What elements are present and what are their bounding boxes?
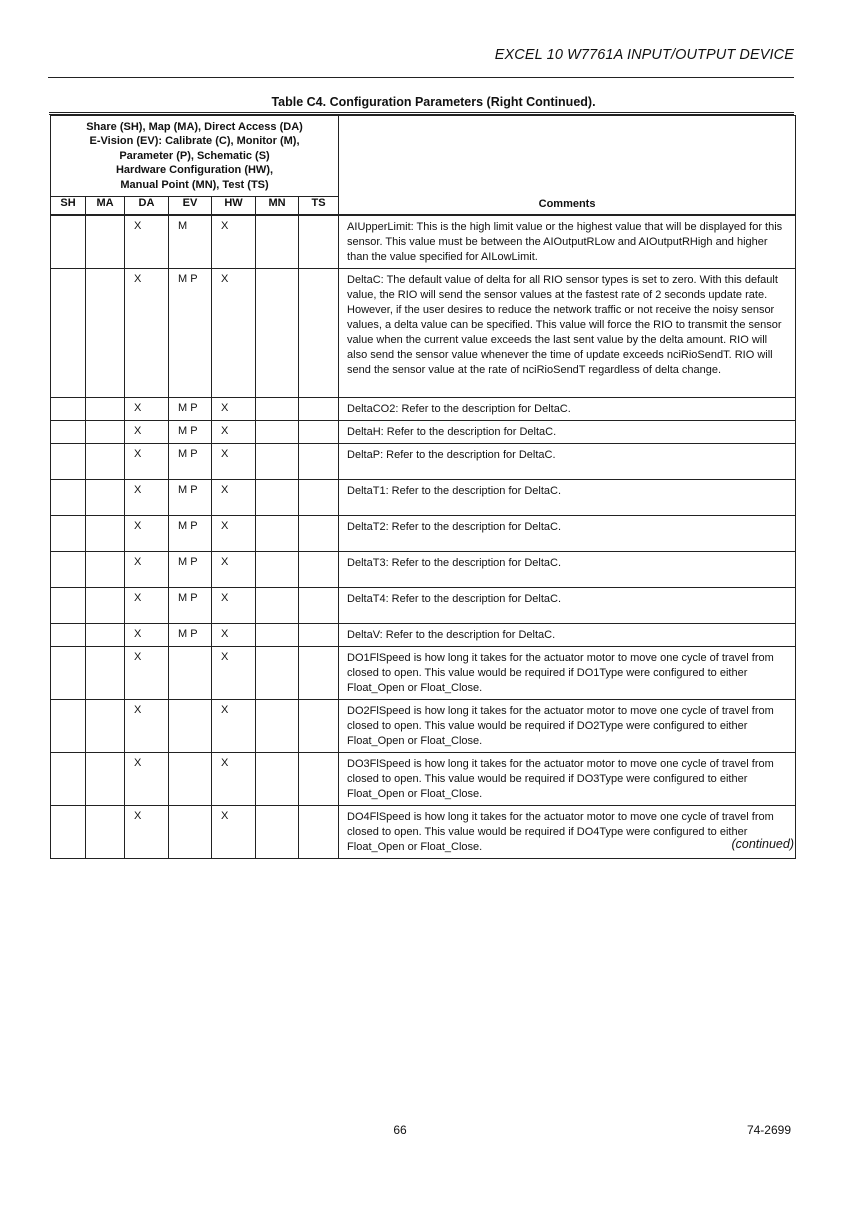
cell-ma bbox=[86, 588, 125, 624]
cell-sh bbox=[51, 516, 86, 552]
cell-hw: X bbox=[212, 516, 256, 552]
cell-ts bbox=[299, 624, 339, 647]
cell-da: X bbox=[125, 215, 169, 269]
cell-da: X bbox=[125, 480, 169, 516]
document-header-title: EXCEL 10 W7761A INPUT/OUTPUT DEVICE bbox=[494, 47, 794, 63]
cell-hw: X bbox=[212, 552, 256, 588]
cell-ev: M P bbox=[169, 624, 212, 647]
cell-hw: X bbox=[212, 647, 256, 700]
cell-comment: DeltaH: Refer to the description for DeltaC. bbox=[339, 421, 796, 444]
cell-sh bbox=[51, 480, 86, 516]
cell-ts bbox=[299, 700, 339, 753]
column-header-ev: EV bbox=[169, 197, 212, 216]
cell-ts bbox=[299, 516, 339, 552]
cell-sh bbox=[51, 624, 86, 647]
cell-hw: X bbox=[212, 421, 256, 444]
cell-hw: X bbox=[212, 806, 256, 859]
cell-mn bbox=[256, 552, 299, 588]
cell-ev bbox=[169, 647, 212, 700]
cell-ev bbox=[169, 753, 212, 806]
title-rule-upper bbox=[49, 112, 794, 113]
cell-sh bbox=[51, 647, 86, 700]
cell-comment: DO3FlSpeed is how long it takes for the actuator motor to move one cycle of travel from closed to open. This value would be required if DO3Type were configured to either Float_Open or Float_Close. bbox=[339, 753, 796, 806]
cell-hw: X bbox=[212, 700, 256, 753]
cell-sh bbox=[51, 444, 86, 480]
legend-line: Hardware Configuration (HW), bbox=[115, 164, 274, 177]
cell-mn bbox=[256, 480, 299, 516]
cell-da: X bbox=[125, 624, 169, 647]
cell-ma bbox=[86, 269, 125, 398]
cell-sh bbox=[51, 700, 86, 753]
column-header-mn: MN bbox=[256, 197, 299, 216]
cell-sh bbox=[51, 806, 86, 859]
cell-mn bbox=[256, 398, 299, 421]
cell-ev: M bbox=[169, 215, 212, 269]
cell-ma bbox=[86, 516, 125, 552]
table-row bbox=[51, 552, 796, 588]
cell-hw: X bbox=[212, 480, 256, 516]
cell-ma bbox=[86, 480, 125, 516]
table-body bbox=[51, 215, 796, 859]
cell-da: X bbox=[125, 444, 169, 480]
cell-sh bbox=[51, 269, 86, 398]
cell-ev bbox=[169, 806, 212, 859]
cell-ev: M P bbox=[169, 444, 212, 480]
table-row bbox=[51, 444, 796, 480]
cell-comment: AIUpperLimit: This is the high limit value or the highest value that will be displayed for this sensor. This value must be between the AIOutputRLow and AIOutputRHigh and higher than the value specified for AILowLimit. bbox=[339, 215, 796, 269]
cell-mn bbox=[256, 647, 299, 700]
cell-ma bbox=[86, 552, 125, 588]
cell-ma bbox=[86, 421, 125, 444]
cell-ma bbox=[86, 700, 125, 753]
legend-line: Parameter (P), Schematic (S) bbox=[119, 149, 270, 162]
cell-ts bbox=[299, 647, 339, 700]
cell-comment: DeltaT4: Refer to the description for DeltaC. bbox=[339, 588, 796, 624]
legend-line: E-Vision (EV): Calibrate (C), Monitor (M), bbox=[89, 135, 300, 148]
cell-mn bbox=[256, 516, 299, 552]
page-number: 66 bbox=[393, 1123, 407, 1137]
comments-column-header: Comments bbox=[339, 116, 796, 216]
cell-hw: X bbox=[212, 588, 256, 624]
cell-da: X bbox=[125, 269, 169, 398]
cell-ma bbox=[86, 647, 125, 700]
cell-ts bbox=[299, 398, 339, 421]
cell-sh bbox=[51, 552, 86, 588]
column-legend bbox=[51, 116, 339, 197]
cell-comment: DeltaT1: Refer to the description for DeltaC. bbox=[339, 480, 796, 516]
table-row bbox=[51, 421, 796, 444]
cell-ev: M P bbox=[169, 421, 212, 444]
cell-mn bbox=[256, 421, 299, 444]
table-row bbox=[51, 398, 796, 421]
cell-hw: X bbox=[212, 398, 256, 421]
table-row bbox=[51, 806, 796, 859]
header-divider bbox=[48, 77, 794, 78]
cell-comment: DeltaCO2: Refer to the description for DeltaC. bbox=[339, 398, 796, 421]
cell-ma bbox=[86, 215, 125, 269]
cell-comment: DeltaT2: Refer to the description for DeltaC. bbox=[339, 516, 796, 552]
cell-ts bbox=[299, 588, 339, 624]
table-title: Table C4. Configuration Parameters (Right Continued). bbox=[271, 95, 596, 109]
column-header-ma: MA bbox=[86, 197, 125, 216]
cell-ts bbox=[299, 753, 339, 806]
cell-da: X bbox=[125, 806, 169, 859]
cell-da: X bbox=[125, 516, 169, 552]
legend-line: Manual Point (MN), Test (TS) bbox=[120, 178, 269, 191]
cell-mn bbox=[256, 806, 299, 859]
cell-da: X bbox=[125, 552, 169, 588]
cell-ts bbox=[299, 215, 339, 269]
cell-comment: DeltaP: Refer to the description for DeltaC. bbox=[339, 444, 796, 480]
cell-ma bbox=[86, 444, 125, 480]
cell-ma bbox=[86, 753, 125, 806]
cell-hw: X bbox=[212, 269, 256, 398]
cell-ts bbox=[299, 444, 339, 480]
cell-ma bbox=[86, 806, 125, 859]
cell-ts bbox=[299, 480, 339, 516]
table-row bbox=[51, 215, 796, 269]
cell-hw: X bbox=[212, 215, 256, 269]
cell-mn bbox=[256, 588, 299, 624]
table-row bbox=[51, 624, 796, 647]
cell-ev bbox=[169, 700, 212, 753]
cell-mn bbox=[256, 215, 299, 269]
column-header-da: DA bbox=[125, 197, 169, 216]
cell-mn bbox=[256, 624, 299, 647]
table-row bbox=[51, 700, 796, 753]
table-row bbox=[51, 588, 796, 624]
legend-line: Share (SH), Map (MA), Direct Access (DA) bbox=[86, 121, 303, 133]
cell-hw: X bbox=[212, 444, 256, 480]
cell-ma bbox=[86, 624, 125, 647]
cell-sh bbox=[51, 398, 86, 421]
cell-ts bbox=[299, 421, 339, 444]
cell-sh bbox=[51, 753, 86, 806]
cell-ts bbox=[299, 269, 339, 398]
cell-ts bbox=[299, 552, 339, 588]
column-header-sh: SH bbox=[51, 197, 86, 216]
cell-da: X bbox=[125, 647, 169, 700]
column-header-ts: TS bbox=[299, 197, 339, 216]
cell-mn bbox=[256, 269, 299, 398]
cell-mn bbox=[256, 700, 299, 753]
column-header-hw: HW bbox=[212, 197, 256, 216]
cell-hw: X bbox=[212, 753, 256, 806]
cell-ev: M P bbox=[169, 269, 212, 398]
table-row bbox=[51, 480, 796, 516]
cell-ev: M P bbox=[169, 480, 212, 516]
cell-da: X bbox=[125, 588, 169, 624]
cell-da: X bbox=[125, 398, 169, 421]
continued-label: (continued) bbox=[731, 837, 794, 851]
cell-ev: M P bbox=[169, 398, 212, 421]
cell-da: X bbox=[125, 700, 169, 753]
cell-mn bbox=[256, 444, 299, 480]
cell-comment: DeltaC: The default value of delta for all RIO sensor types is set to zero. With this default value, the RIO will send the sensor values at the fastest rate of 2 seconds update rate. However, if the user desires to reduce the network traffic or not receive the noisy sensor values, a delta value can be specified. This value will force the RIO to transmit the sensor value when the current value exceeds the last sent value by the delta amount. RIO will also send the sensor value whenever the time of update exceeds nciRioSendT. RIO will send the sensor value at the rate of nciRioSendT regardless of delta change. bbox=[339, 269, 796, 398]
cell-ev: M P bbox=[169, 552, 212, 588]
configuration-parameters-table bbox=[50, 115, 796, 859]
cell-ts bbox=[299, 806, 339, 859]
cell-comment: DeltaV: Refer to the description for DeltaC. bbox=[339, 624, 796, 647]
table-row bbox=[51, 269, 796, 398]
table-row bbox=[51, 516, 796, 552]
cell-ev: M P bbox=[169, 588, 212, 624]
cell-comment: DO2FlSpeed is how long it takes for the actuator motor to move one cycle of travel from closed to open. This value would be required if DO2Type were configured to either Float_Open or Float_Close. bbox=[339, 700, 796, 753]
cell-sh bbox=[51, 588, 86, 624]
cell-comment: DO1FlSpeed is how long it takes for the actuator motor to move one cycle of travel from closed to open. This value would be required if DO1Type were configured to either Float_Open or Float_Close. bbox=[339, 647, 796, 700]
cell-hw: X bbox=[212, 624, 256, 647]
table-row bbox=[51, 753, 796, 806]
cell-sh bbox=[51, 215, 86, 269]
cell-sh bbox=[51, 421, 86, 444]
cell-ma bbox=[86, 398, 125, 421]
cell-da: X bbox=[125, 421, 169, 444]
cell-mn bbox=[256, 753, 299, 806]
cell-da: X bbox=[125, 753, 169, 806]
document-number: 74-2699 bbox=[746, 1123, 791, 1137]
cell-ev: M P bbox=[169, 516, 212, 552]
cell-comment: DO4FlSpeed is how long it takes for the actuator motor to move one cycle of travel from closed to open. This value would be required if DO4Type were configured to either Float_Open or Float_Close. bbox=[339, 806, 796, 859]
table-row bbox=[51, 647, 796, 700]
cell-comment: DeltaT3: Refer to the description for DeltaC. bbox=[339, 552, 796, 588]
